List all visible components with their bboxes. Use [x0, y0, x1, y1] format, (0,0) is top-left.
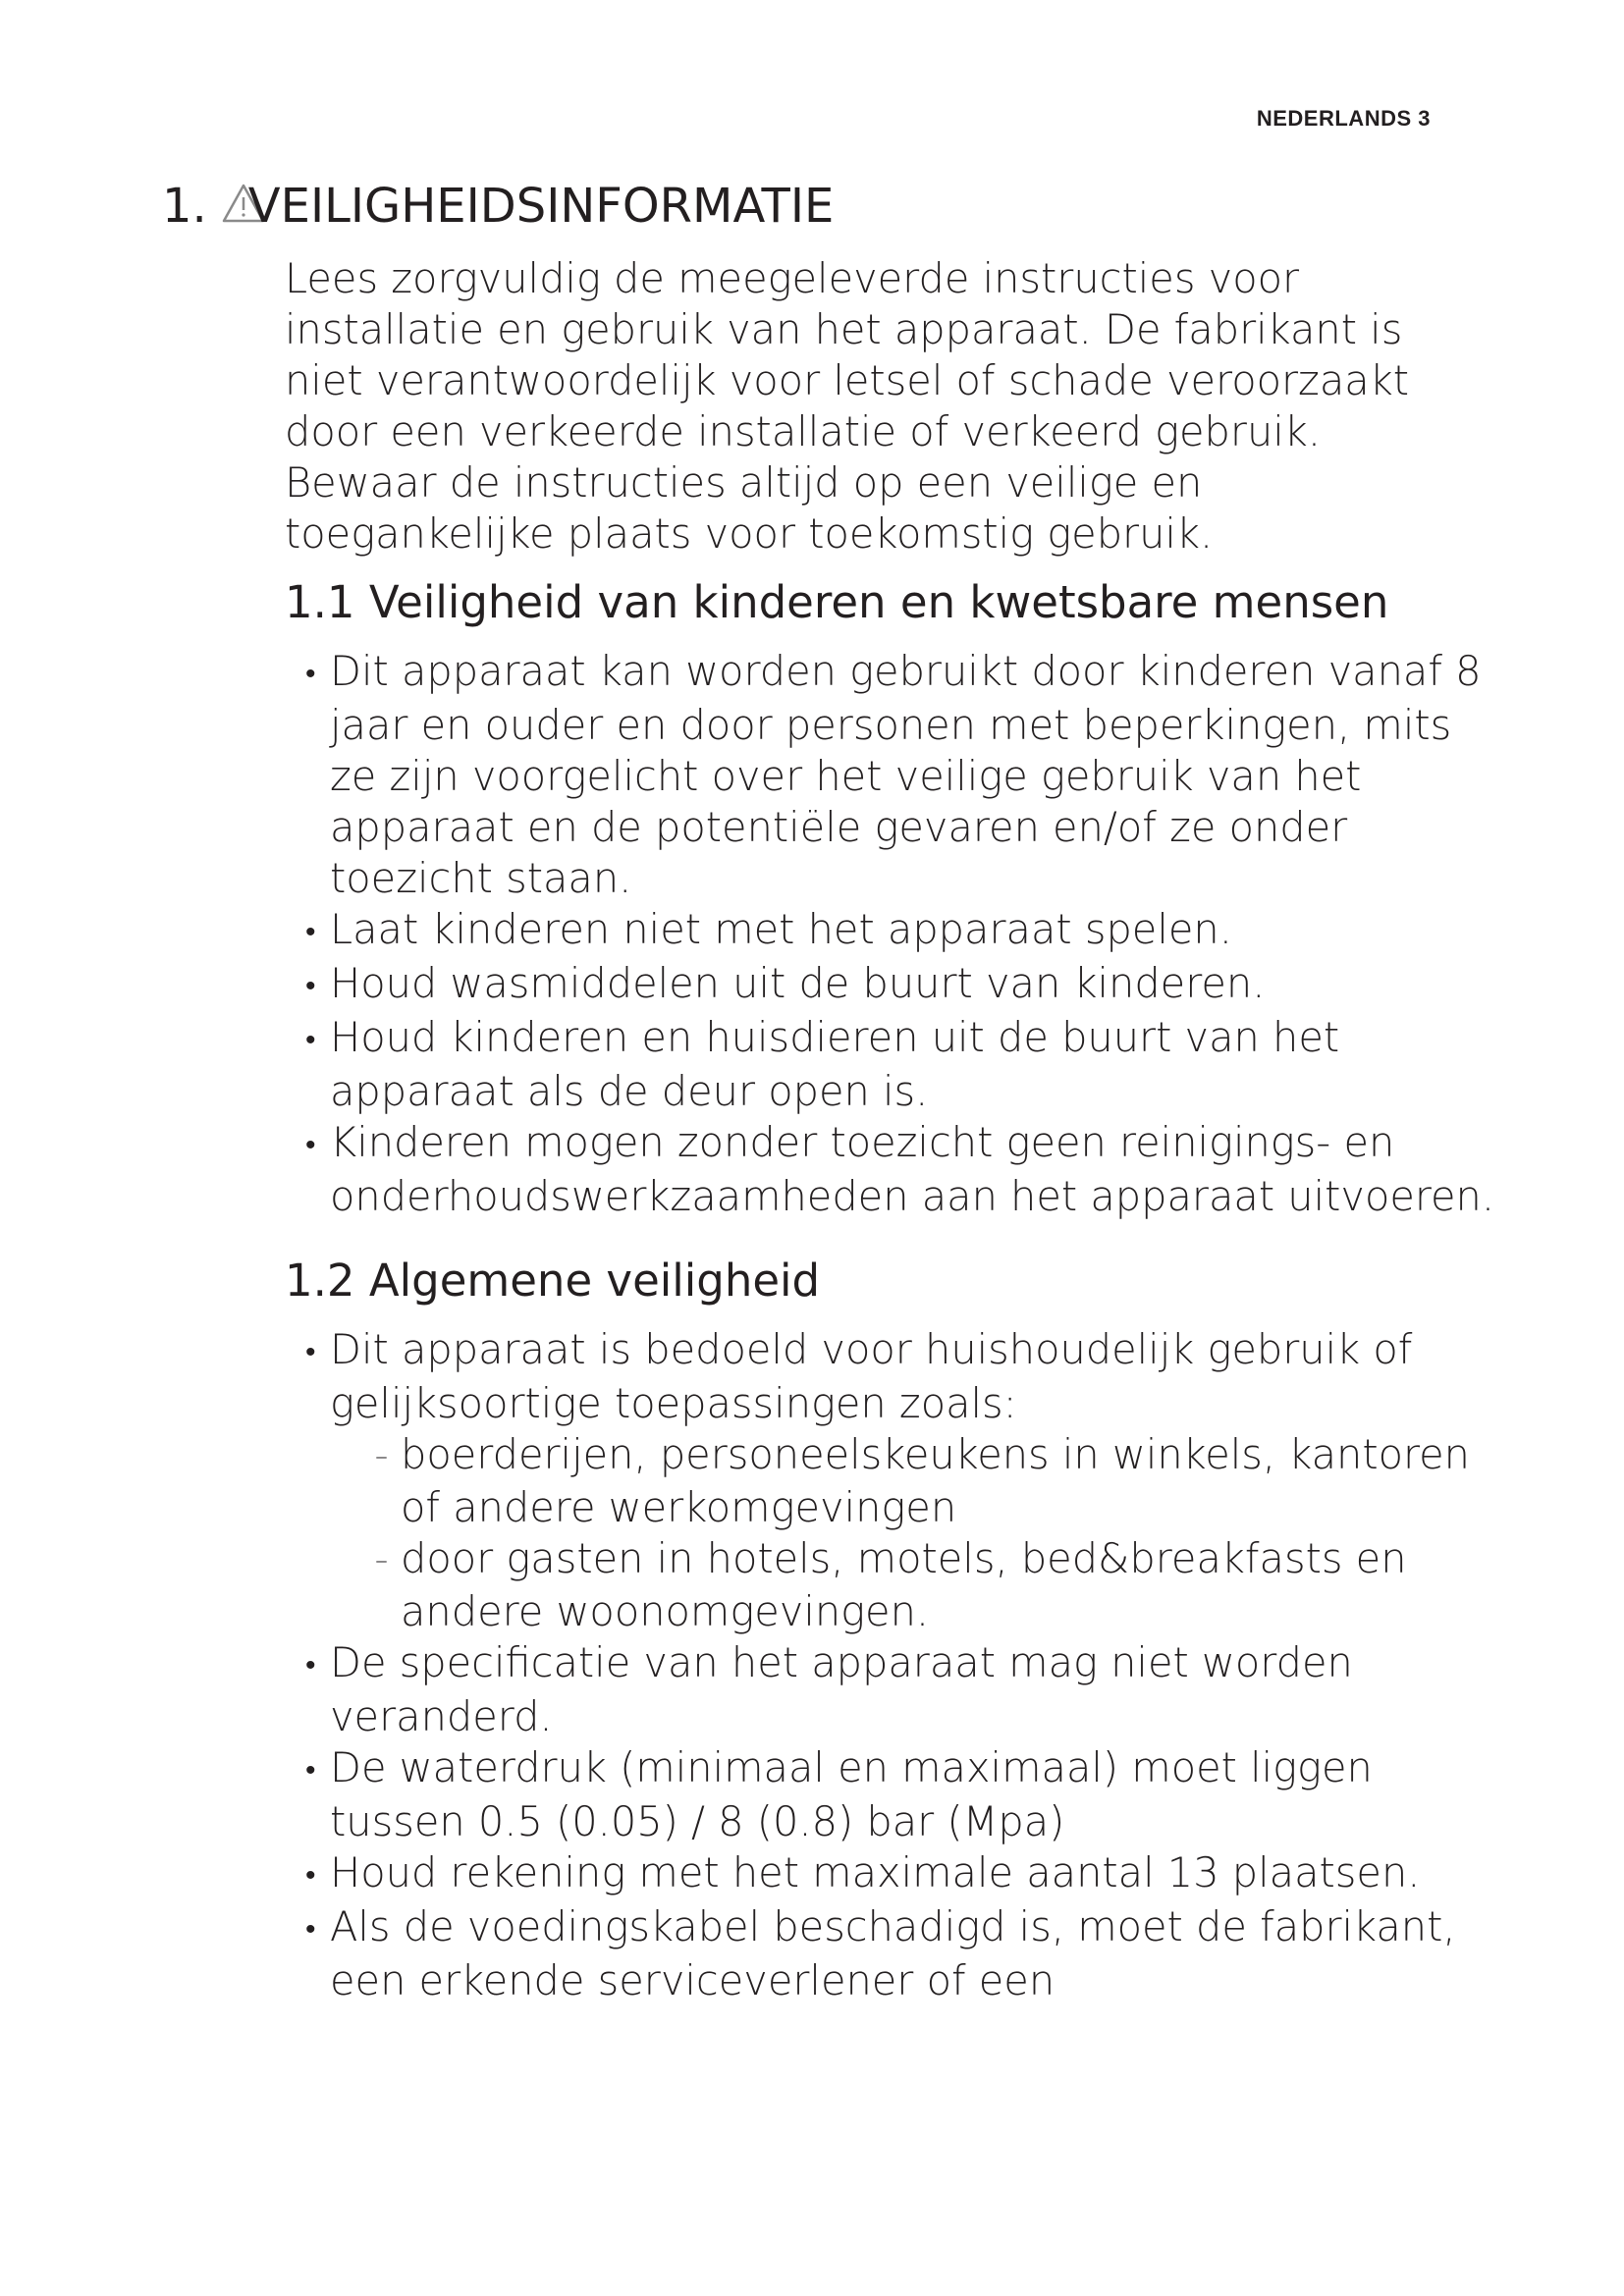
bullet-icon: •: [305, 1023, 316, 1057]
intro-paragraph: Lees zorgvuldig de meegeleverde instructies voor installatie en gebruik van het apparaat. De fabrikant is niet verantwoordelijk voor letsel of schade veroorzaakt door een verkeerde installatie of verkeerd gebruik. Bewaar de instructies altijd op een veilige en toegankelijke plaats voor toekomstig gebruik.: [285, 254, 1409, 558]
list-item: • Kinderen mogen zonder toezicht geen reinigings- en onderhoudswerkzaamheden aan het apparaat uitvoeren.: [305, 1118, 1495, 1220]
chapter-title: [162, 179, 834, 234]
chapter-number: 1.: [162, 179, 207, 234]
bullet-icon: •: [305, 969, 316, 1003]
section-1-1-list: [285, 646, 1502, 1222]
list-item: • Houd wasmiddelen uit de buurt van kinderen.: [285, 958, 1502, 1012]
content-body: [285, 253, 1502, 2036]
bullet-icon: •: [305, 657, 316, 691]
section-heading-1-1: 1.1 Veiligheid van kinderen en kwetsbare mensen: [285, 576, 1389, 628]
bullet-icon: •: [305, 1335, 316, 1369]
section-heading-1-2: 1.2 Algemene veiligheid: [285, 1255, 821, 1307]
bullet-icon: •: [305, 1648, 316, 1682]
list-item: • Dit apparaat is bedoeld voor huishoudelijk gebruik of gelijksoortige toepassingen zoals: – boerderijen, personeelskeukens in winkels, kantoren of andere werkomgevingen – door gasten in hotels, motels, bed&breakfasts en andere woonomgevingen.: [285, 1324, 1502, 1637]
page-header-label: NEDERLANDS 3: [1256, 106, 1431, 131]
list-item: • Houd rekening met het maximale aantal 13 plaatsen.: [285, 1847, 1502, 1901]
dash-icon: –: [375, 1546, 388, 1575]
bullet-icon: •: [305, 1753, 316, 1788]
list-item: • Dit apparaat kan worden gebruikt door kinderen vanaf 8 jaar en ouder en door personen met beperkingen, mits ze zijn voorgelicht over het veilige gebruik van het apparaat en de potentiële gevaren en/of ze onder toezicht staan.: [305, 647, 1482, 902]
sub-list-item: – boerderijen, personeelskeukens in winkels, kantoren of andere werkomgevingen: [375, 1430, 1470, 1531]
list-item: • Als de voedingskabel beschadigd is, moet de fabrikant, een erkende serviceverlener of een: [305, 1902, 1456, 2004]
chapter-title-text: VEILIGHEIDSINFORMATIE: [247, 179, 835, 234]
sub-list: [330, 1429, 1502, 1637]
bullet-icon: •: [305, 915, 316, 949]
list-item: • De waterdruk (minimaal en maximaal) moet liggen tussen 0.5 (0.05) / 8 (0.8) bar (Mpa): [305, 1743, 1373, 1845]
bullet-icon: •: [305, 1858, 316, 1893]
bullet-icon: •: [305, 1912, 316, 1947]
list-item: • Laat kinderen niet met het apparaat spelen.: [285, 904, 1502, 958]
bullet-icon: •: [305, 1128, 316, 1162]
section-1-2-list: [285, 1324, 1502, 2006]
dash-icon: –: [375, 1442, 388, 1471]
list-item: • Houd kinderen en huisdieren uit de buurt van het apparaat als de deur open is.: [305, 1013, 1340, 1115]
list-item: • De specificatie van het apparaat mag niet worden veranderd.: [305, 1638, 1353, 1740]
sub-list-item: – door gasten in hotels, motels, bed&breakfasts en andere woonomgevingen.: [375, 1534, 1407, 1635]
